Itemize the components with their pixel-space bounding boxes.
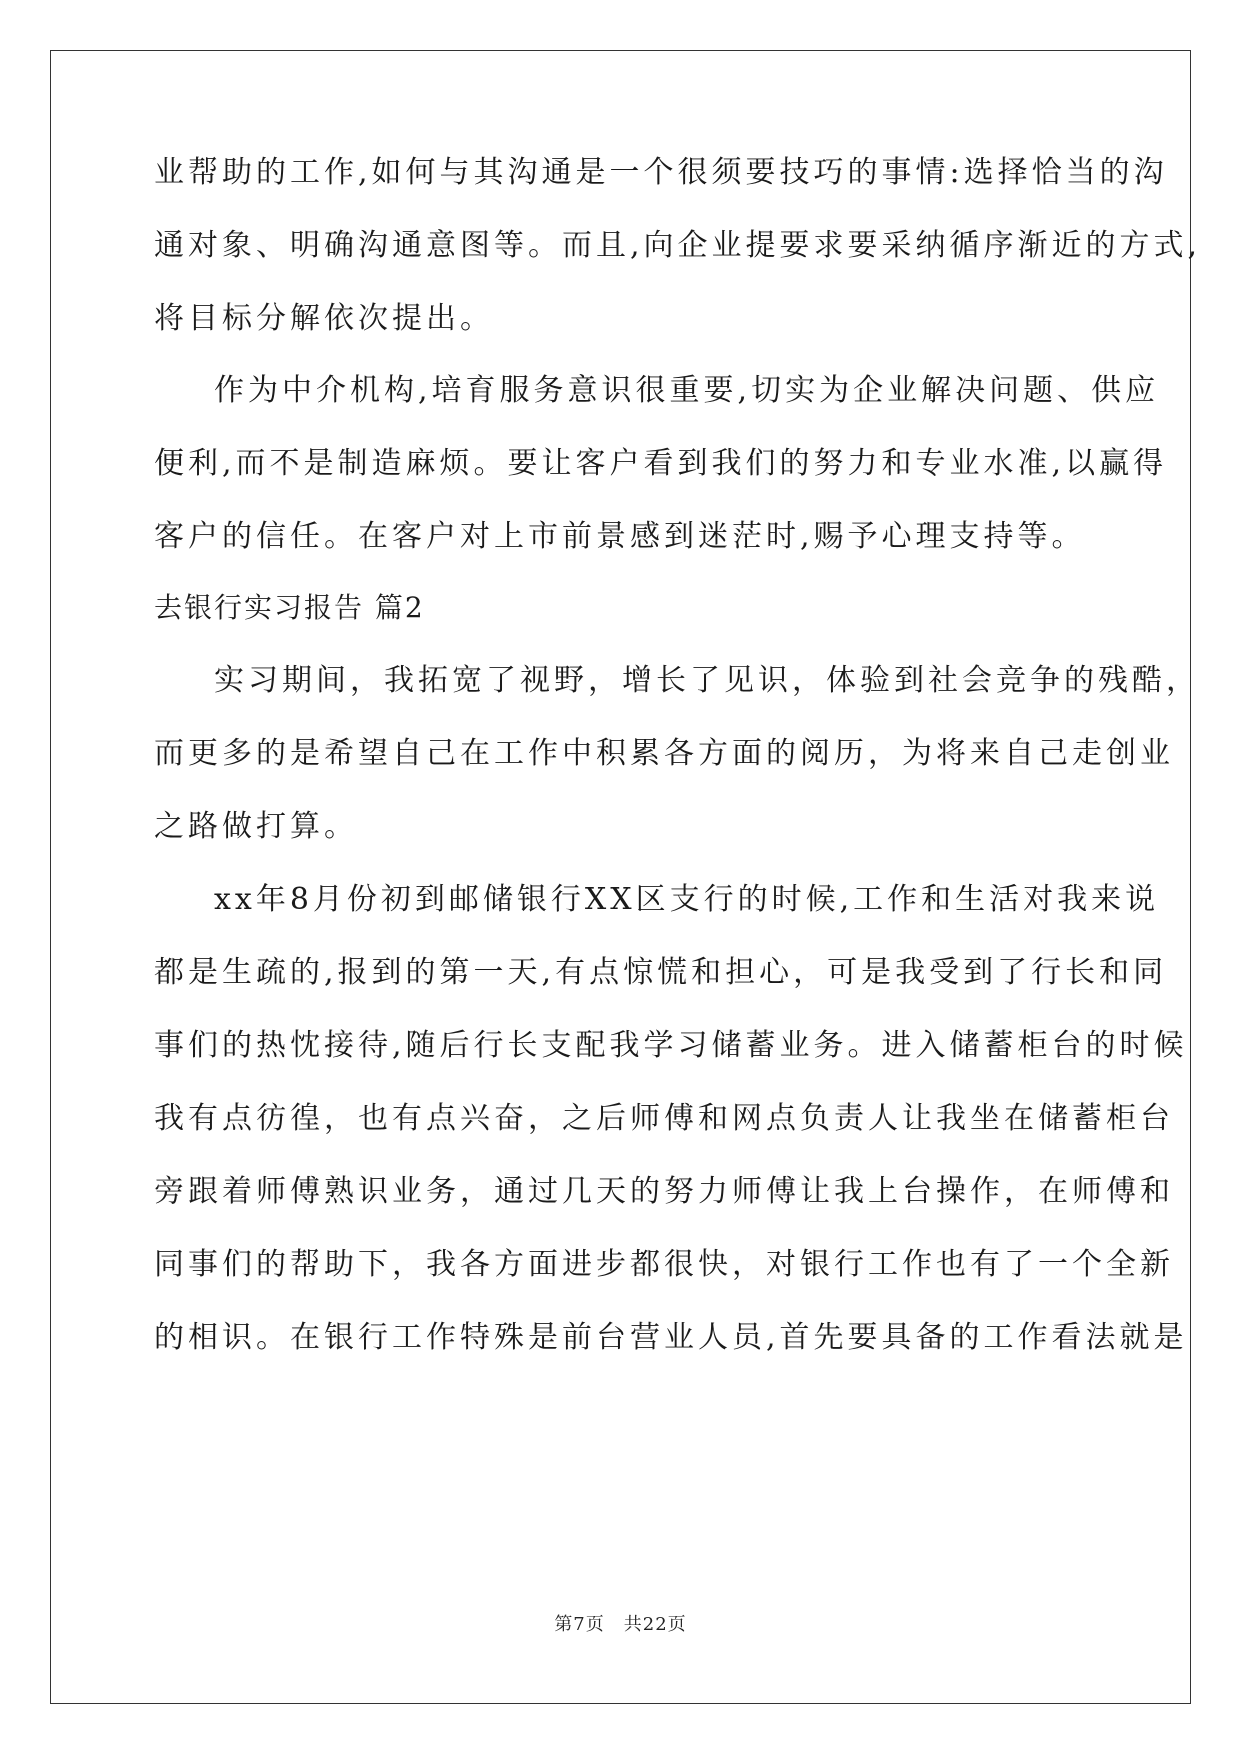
paragraph-start: 实习期间，我拓宽了视野，增长了见识，体验到社会竞争的残酷， [214,663,1200,698]
text-line: 业帮助的工作,如何与其沟通是一个很须要技巧的事情:选择恰当的沟 [154,155,1168,190]
page-border [50,50,1191,1704]
text-line: 旁跟着师傅熟识业务，通过几天的努力师傅让我上台操作，在师傅和 [154,1174,1174,1209]
text-line: 我有点彷徨，也有点兴奋，之后师傅和网点负责人让我坐在储蓄柜台 [154,1101,1174,1136]
text-line: 客户的信任。在客户对上市前景感到迷茫时,赐予心理支持等。 [154,519,1086,554]
paragraph-start: xx年8月份初到邮储银行XX区支行的时候,工作和生活对我来说 [214,882,1160,917]
paragraph-start: 作为中介机构,培育服务意识很重要,切实为企业解决问题、供应 [214,373,1160,408]
text-line: 便利,而不是制造麻烦。要让客户看到我们的努力和专业水准,以赢得 [154,446,1168,481]
text-line: 之路做打算。 [154,809,358,844]
text-line: 的相识。在银行工作特殊是前台营业人员,首先要具备的工作看法就是 [154,1320,1188,1355]
text-line: 将目标分解依次提出。 [154,301,494,336]
section-heading: 去银行实习报告 篇2 [154,591,425,624]
text-line: 通对象、明确沟通意图等。而且,向企业提要求要采纳循序渐近的方式, [154,228,1202,263]
text-line: 而更多的是希望自己在工作中积累各方面的阅历，为将来自己走创业 [154,736,1174,771]
text-line: 同事们的帮助下，我各方面进步都很快，对银行工作也有了一个全新 [154,1247,1174,1282]
page-number: 第7页 共22页 [554,1614,687,1635]
text-line: 都是生疏的,报到的第一天,有点惊慌和担心，可是我受到了行长和同 [154,955,1168,990]
text-line: 事们的热忱接待,随后行长支配我学习储蓄业务。进入储蓄柜台的时候 [154,1028,1188,1063]
